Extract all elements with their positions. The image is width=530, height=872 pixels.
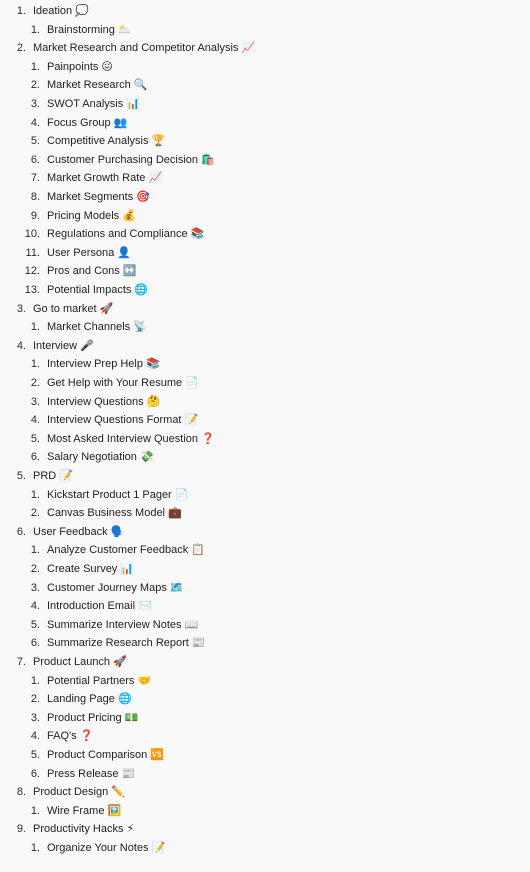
list-number: 4.: [16, 339, 26, 352]
outline-subitem[interactable]: [0, 765, 135, 783]
list-number: 1.: [16, 5, 26, 17]
list-item-label: Most Asked Interview Question ❓: [47, 432, 215, 445]
list-number: 8.: [30, 191, 40, 203]
list-item-label: Salary Negotiation 💸: [47, 451, 154, 464]
outline-subitem[interactable]: [0, 560, 134, 578]
list-item-label: Product Design ✏️: [33, 786, 125, 799]
list-number: 2.: [16, 42, 26, 55]
outline-subitem[interactable]: [0, 188, 150, 206]
outline-item[interactable]: [0, 653, 127, 671]
list-item-label: Focus Group 👥: [47, 116, 128, 129]
list-item-label: Introduction Email ✉️: [47, 600, 152, 613]
outline-subitem[interactable]: [0, 690, 132, 708]
list-number: 6.: [30, 767, 40, 780]
list-number: 13.: [24, 284, 40, 296]
list-number: 4.: [30, 730, 40, 743]
list-number: 4.: [30, 116, 40, 129]
outline-subitem[interactable]: [0, 169, 162, 187]
list-number: 1.: [30, 488, 40, 501]
list-number: 1.: [30, 23, 40, 36]
outline-subitem[interactable]: [0, 95, 140, 113]
list-item-label: Market Research and Competitor Analysis 📈: [33, 42, 256, 55]
outline-subitem[interactable]: [0, 114, 127, 132]
outline-subitem[interactable]: [0, 672, 151, 690]
list-item-label: Interview 🎤: [33, 339, 94, 352]
list-item-label: Ideation 💭: [33, 5, 89, 17]
list-item-label: Market Segments 🎯: [47, 191, 150, 203]
outline-item[interactable]: [0, 820, 134, 838]
list-item-label: User Persona 👤: [47, 246, 132, 259]
list-number: 4.: [30, 414, 40, 427]
outline-subitem[interactable]: [0, 634, 206, 652]
list-item-label: Organize Your Notes 📝: [47, 842, 166, 854]
list-item-label: Pros and Cons ↔️: [47, 265, 137, 278]
outline-item[interactable]: [0, 523, 124, 541]
outline-subitem[interactable]: [0, 430, 215, 448]
outline-subitem[interactable]: [0, 709, 138, 727]
list-item-label: Product Pricing 💵: [47, 711, 139, 724]
outline-item[interactable]: [0, 783, 125, 801]
outline-item[interactable]: [0, 300, 113, 318]
outline-subitem[interactable]: [0, 76, 148, 94]
list-number: 7.: [16, 656, 26, 668]
list-number: 3.: [30, 98, 40, 110]
list-number: 6.: [30, 637, 40, 650]
list-number: 1.: [30, 544, 40, 557]
outline-subitem[interactable]: [0, 727, 93, 745]
outline-subitem[interactable]: [0, 448, 154, 466]
list-number: 2.: [30, 79, 40, 92]
list-number: 2.: [30, 377, 40, 389]
list-item-label: Market Growth Rate 📈: [47, 172, 163, 185]
outline-subitem[interactable]: [0, 486, 188, 504]
list-number: 1.: [30, 842, 40, 854]
list-number: 2.: [30, 507, 40, 520]
list-item-label: Competitive Analysis 🏆: [47, 135, 166, 148]
list-number: 7.: [30, 172, 40, 185]
list-item-label: Landing Page 🌐: [47, 693, 132, 706]
list-number: 5.: [30, 135, 40, 148]
list-item-label: Product Comparison 🆚: [47, 749, 165, 761]
list-item-label: Canvas Business Model 💼: [47, 507, 182, 520]
list-item-label: Painpoints 😖: [47, 60, 113, 73]
list-item-label: Market Research 🔍: [47, 79, 148, 92]
list-number: 5.: [30, 432, 40, 445]
outline-subitem[interactable]: [0, 225, 204, 243]
list-number: 3.: [30, 711, 40, 724]
outline-subitem[interactable]: [0, 839, 165, 857]
list-number: 9.: [16, 823, 26, 836]
list-number: 3.: [16, 302, 26, 315]
list-item-label: SWOT Analysis 📊: [47, 98, 140, 110]
outline-subitem[interactable]: [0, 21, 132, 39]
outline-subitem[interactable]: [0, 58, 113, 76]
list-number: 5.: [16, 470, 26, 482]
list-number: 5.: [30, 749, 40, 761]
list-item-label: Product Launch 🚀: [33, 656, 127, 668]
list-item-label: Market Channels 📡: [47, 321, 147, 334]
outline-item[interactable]: [0, 39, 255, 57]
list-number: 1.: [30, 321, 40, 334]
list-number: 1.: [30, 358, 40, 371]
outline-subitem[interactable]: [0, 374, 199, 392]
outline-subitem[interactable]: [0, 207, 136, 225]
outline-subitem[interactable]: [0, 746, 164, 764]
list-item-label: Potential Impacts 🌐: [47, 284, 149, 296]
list-number: 3.: [30, 581, 40, 594]
list-item-label: Press Release 📰: [47, 767, 136, 780]
list-item-label: Regulations and Compliance 📚: [47, 228, 205, 241]
list-number: 8.: [16, 786, 26, 799]
list-item-label: Productivity Hacks ⚡: [33, 823, 135, 836]
outline-subitem[interactable]: [0, 281, 148, 299]
outline-subitem[interactable]: [0, 151, 215, 169]
list-item-label: Pricing Models 💰: [47, 209, 136, 222]
list-number: 2.: [30, 693, 40, 706]
list-item-label: Summarize Research Report 📰: [47, 637, 206, 650]
list-number: 4.: [30, 600, 40, 613]
list-number: 1.: [30, 804, 40, 817]
outline-subitem[interactable]: [0, 393, 160, 411]
list-item-label: FAQ's ❓: [47, 730, 94, 743]
list-item-label: Potential Partners 🤝: [47, 674, 152, 687]
outline-subitem[interactable]: [0, 802, 121, 820]
list-number: 10.: [24, 228, 40, 241]
list-item-label: Interview Prep Help 📚: [47, 358, 160, 371]
outline-subitem[interactable]: [0, 579, 184, 597]
list-number: 6.: [30, 153, 40, 166]
outline-subitem[interactable]: [0, 355, 160, 373]
list-number: 11.: [25, 246, 40, 259]
outline-subitem[interactable]: [0, 262, 137, 280]
list-number: 3.: [30, 395, 40, 408]
outline-subitem[interactable]: [0, 541, 205, 559]
list-item-label: Go to market 🚀: [33, 302, 114, 315]
list-number: 1.: [30, 674, 40, 687]
outline-subitem[interactable]: [0, 597, 152, 615]
outline-subitem[interactable]: [0, 411, 198, 429]
outline-subitem[interactable]: [0, 616, 198, 634]
outline-subitem[interactable]: [0, 318, 147, 336]
list-item-label: Interview Questions Format 📝: [47, 414, 199, 427]
outline-subitem[interactable]: [0, 132, 165, 150]
list-number: 12.: [24, 265, 40, 278]
list-item-label: Brainstorming 🌥️: [47, 23, 132, 36]
outline-subitem[interactable]: [0, 244, 131, 262]
list-number: 6.: [16, 525, 26, 538]
list-item-label: Analyze Customer Feedback 📋: [47, 544, 205, 557]
list-number: 2.: [30, 563, 40, 575]
list-item-label: User Feedback 🗣️: [33, 525, 125, 538]
list-number: 6.: [30, 451, 40, 464]
list-item-label: Customer Purchasing Decision 🛍️: [47, 153, 215, 166]
list-number: 5.: [30, 618, 40, 631]
list-number: 1.: [30, 60, 40, 73]
list-item-label: Customer Journey Maps 🗺️: [47, 581, 184, 594]
list-item-label: Get Help with Your Resume 📄: [47, 377, 199, 389]
list-item-label: PRD 📝: [33, 470, 73, 482]
outline-item[interactable]: [0, 2, 89, 20]
outline-item[interactable]: [0, 337, 94, 355]
list-item-label: Interview Questions 🤔: [47, 395, 161, 408]
list-item-label: Create Survey 📊: [47, 563, 135, 575]
list-number: 9.: [30, 209, 40, 222]
outline-subitem[interactable]: [0, 504, 182, 522]
list-item-label: Wire Frame 🖼️: [47, 804, 122, 817]
list-item-label: Kickstart Product 1 Pager 📄: [47, 488, 189, 501]
list-item-label: Summarize Interview Notes 📖: [47, 618, 199, 631]
outline-item[interactable]: [0, 467, 73, 485]
